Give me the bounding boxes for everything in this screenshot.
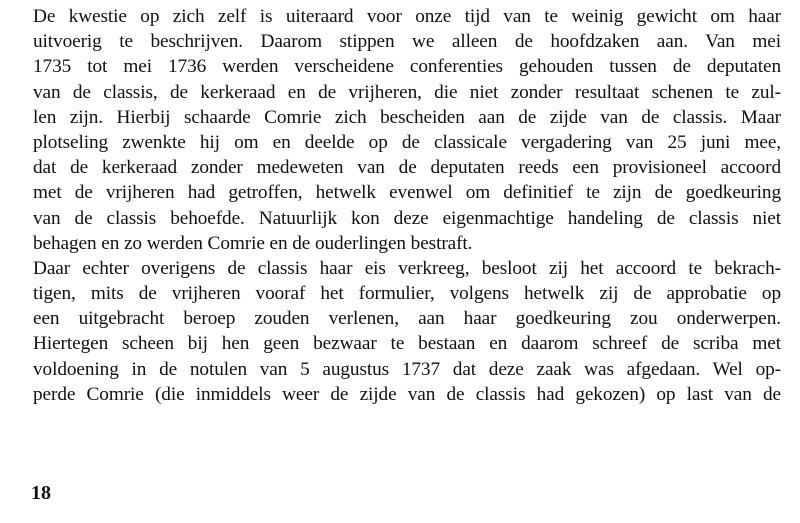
text-line: een uitgebracht beroep zouden verlenen, aan haar goedkeuring zou onderwerpen. [33,308,781,330]
text-line: De kwestie op zich zelf is uiteraard voor onze tijd van te weinig gewicht om haar [33,6,781,27]
text-line: Hiertegen scheen bij hen geen bezwaar te bestaan en daarom schreef de scriba met [33,333,781,355]
text-line: len zijn. Hierbij schaarde Comrie zich bescheiden aan de zijde van de classis. Maar [33,106,781,128]
text-line: behagen en zo werden Comrie en de ouderlingen bestraft. [33,232,473,254]
page-number: 18 [31,482,51,504]
text-line: 1735 tot mei 1736 werden verscheidene conferenties gehouden tussen de deputaten [33,56,781,78]
paragraph-2 [33,256,781,407]
text-line: perde Comrie (die inmiddels weer de zijde van de classis had gekozen) op last van de [33,383,781,405]
text-line: tigen, mits de vrijheren vooraf het formulier, volgens hetwelk zij de approbatie op [33,283,781,305]
body-text [33,4,781,407]
text-line: Daar echter overigens de classis haar eis verkreeg, besloot zij het accoord te bekrach- [33,257,781,279]
text-line: dat de kerkeraad zonder medeweten van de deputaten reeds een provisioneel accoord [33,157,781,179]
text-line: uitvoerig te beschrijven. Daarom stippen we alleen de hoofdzaken aan. Van mei [33,31,781,53]
text-line: van de classis behoefde. Natuurlijk kon deze eigenmachtige handeling de classis niet [33,207,781,229]
text-line: plotseling zwenkte hij om en deelde op de classicale vergadering van 25 juni mee, [33,131,781,153]
text-line: van de classis, de kerkeraad en de vrijheren, die niet zonder resultaat schenen te zul- [33,81,781,103]
text-line: voldoening in de notulen van 5 augustus 1737 dat deze zaak was afgedaan. Wel op- [33,358,781,380]
text-line: met de vrijheren had getroffen, hetwelk evenwel om definitief te zijn de goedkeuring [33,182,781,204]
paragraph-1 [33,4,781,256]
